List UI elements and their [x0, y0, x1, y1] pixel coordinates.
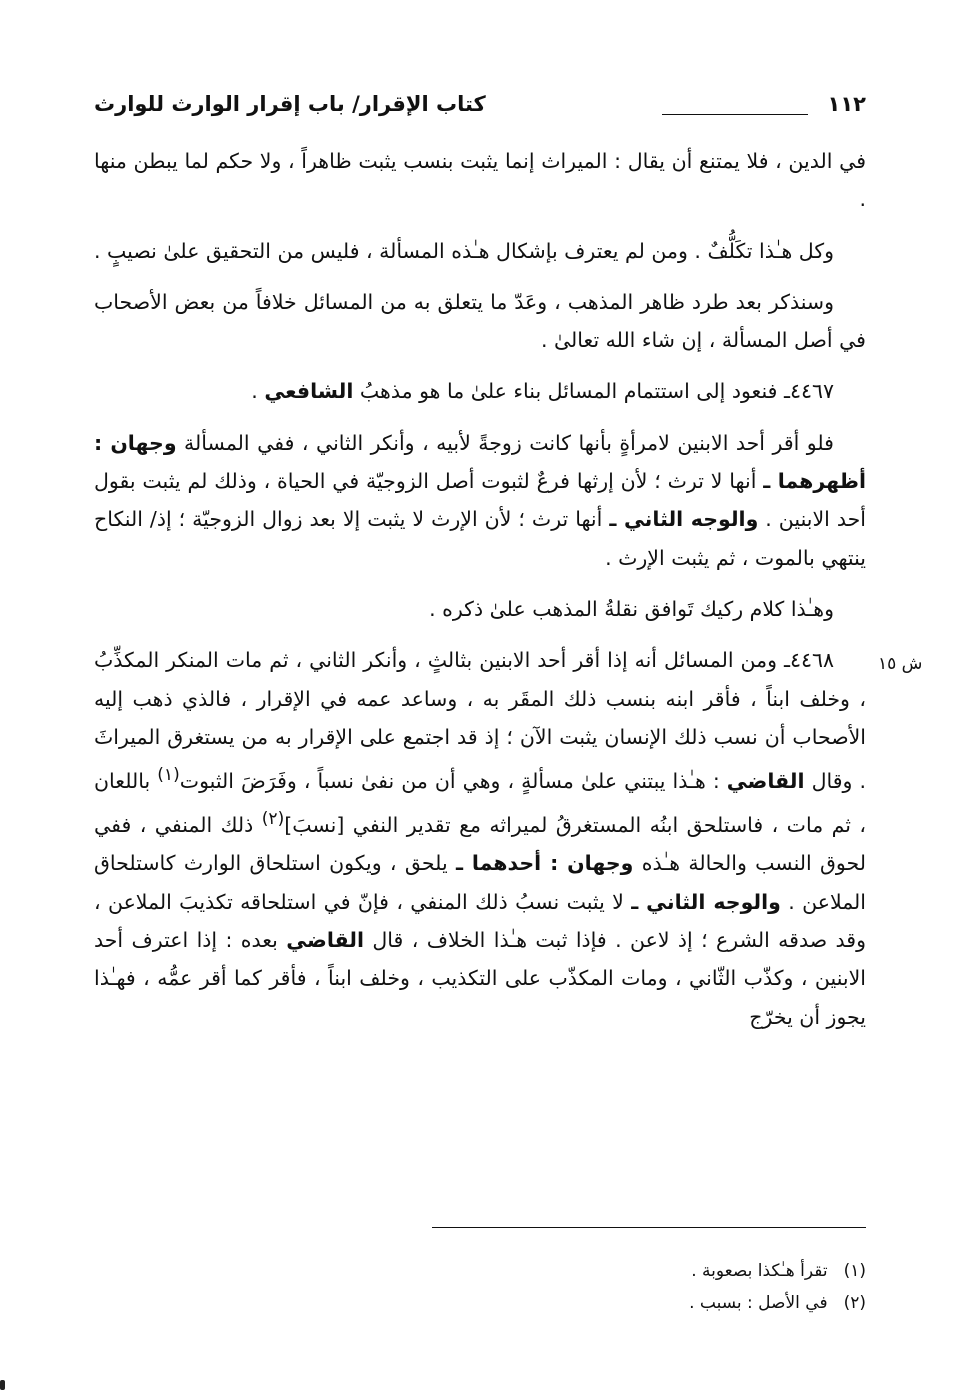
paragraph-text: ٤٤٦٨ـ ومن المسائل أنه إذا أقر أحد الابنين بثالثٍ ، وأنكر الثاني ، ثم مات المنكر المكذِّبُ ، وخلف ابناً ، فأقر ابنه بنسب ذلك المقَر به ، وساعد عمه في الإقرار ، فالذي ذهب إليه الأصحاب أن نسب ذلك الإنسان يثبت الآن ؛ إذ قد اجتمع على الإقرار به من يستغرق الميراثَ . وقال — [94, 648, 866, 793]
paragraph-text: : هـٰذا يبتني علىٰ مسألةٍ ، وهي أن من نفىٰ نسباً ، وفَرَضَ الثبوت — [179, 768, 727, 793]
bold-heading: والوجه الثاني ـ — [631, 889, 781, 914]
bold-heading: وجهان : أظهرهما ـ — [94, 430, 866, 494]
footnotes — [300, 1255, 866, 1319]
bold-name: الشافعي — [264, 379, 354, 404]
bold-heading: والوجه الثاني ـ — [609, 507, 759, 532]
paragraph: وهـٰذا كلام ركيك تَوافق نقلةُ المذهب علىٰ ذكره . — [429, 596, 834, 621]
bold-heading: وجهان : أحدهما ـ — [455, 851, 634, 876]
paragraph — [94, 424, 866, 577]
running-title: كتاب الإقرار/ باب إقرار الوارث للوارث — [94, 92, 486, 116]
margin-note: ش ١٥ — [878, 654, 923, 674]
footnote-rule — [432, 1227, 866, 1228]
footnote-text: في الأصل : بسبب . — [689, 1293, 828, 1313]
paragraph-text: ٤٤٦٧ـ فنعود إلى استتمام المسائل بناء علىٰ ما هو مذهبُ — [353, 379, 834, 404]
paragraph-text: باللعان ، ثم مات ، فاستلحق ابنُه المستغرقُ لميراثه مع تقدير النفي [نسبَ] — [94, 768, 867, 838]
paragraph-text: أنها ترث ؛ لأن الإرث لا يثبت إلا بعد زوال الزوجيّة ؛ إذ/ النكاح ينتهي بالموت ، ثم يثبت الإرث . — [94, 507, 866, 570]
paragraph-text: ذلك المنفي ، ففي لحوق النسب والحالة هـٰذه — [94, 813, 866, 876]
footnote-number: (٢) — [843, 1293, 866, 1313]
footnote-number: (١) — [843, 1261, 866, 1281]
bold-name: القاضي — [286, 928, 364, 952]
paragraph — [94, 641, 866, 1036]
footnote-text: تقرأ هـٰكذا بصعوبة . — [691, 1261, 828, 1281]
paragraph-text: يلحق ، ويكون استلحاق الوارث كاستلحاق الملاعن . — [94, 851, 866, 914]
paragraph — [94, 372, 866, 410]
paragraph-text: فلو أقر أحد الابنين لامرأةٍ بأنها كانت زوجةً لأبيه ، وأنكر الثاني ، ففي المسألة — [176, 430, 834, 455]
header-rule — [662, 114, 808, 115]
paragraph-text: . — [251, 379, 265, 404]
footnote-ref: (٢) — [261, 809, 285, 830]
footnote — [300, 1287, 866, 1319]
paragraph: في الدين ، فلا يمتنع أن يقال : الميراث إنما يثبت بنسب يثبت ظاهراً ، ولا حكم لما يبطن منها . — [94, 149, 866, 212]
paragraph-text: لا يثبت نسبُ ذلك المنفي ، فإنّ في استلحاقه تكذيبَ الملاعن ، وقد صدقه الشرع ؛ إذ لاعن . فإذا ثبت هـٰذا الخلاف ، قال — [94, 889, 866, 952]
page-header — [94, 92, 866, 132]
footnote — [300, 1255, 866, 1287]
paragraph: وكل هـٰذا تكَلُّفٌ . ومن لم يعترف بإشكال هـٰذه المسألة ، فليس من التحقيق علىٰ نصيبٍ . — [93, 238, 834, 263]
paragraph: وسنذكر بعد طرد ظاهر المذهب ، وعَدّ ما يتعلق به من المسائل خلافاً من بعض الأصحاب في أصل المسألة ، إن شاء الله تعالىٰ . — [94, 289, 866, 353]
bold-name: القاضي — [726, 768, 805, 793]
paragraph-text: أنها لا ترث ؛ لأن إرثها فرعٌ لثبوت أصل الزوجيّة في الحياة ، وذلك لم يثبت بقول أحد الابنين . — [94, 469, 866, 532]
body-text — [94, 142, 866, 1049]
paragraph-text: بعده : إذا اعترف أحد الابنين ، وكذّب الثّاني ، ومات المكذّب على التكذيب ، وخلف ابناً ، فأقر كما أقر عمُّه ، فهـٰذا يجوز أن يخرّج — [94, 928, 866, 1029]
page-number: ١١٢ — [827, 92, 866, 116]
footnote-ref: (١) — [157, 765, 180, 786]
scan-mark — [0, 1380, 5, 1390]
